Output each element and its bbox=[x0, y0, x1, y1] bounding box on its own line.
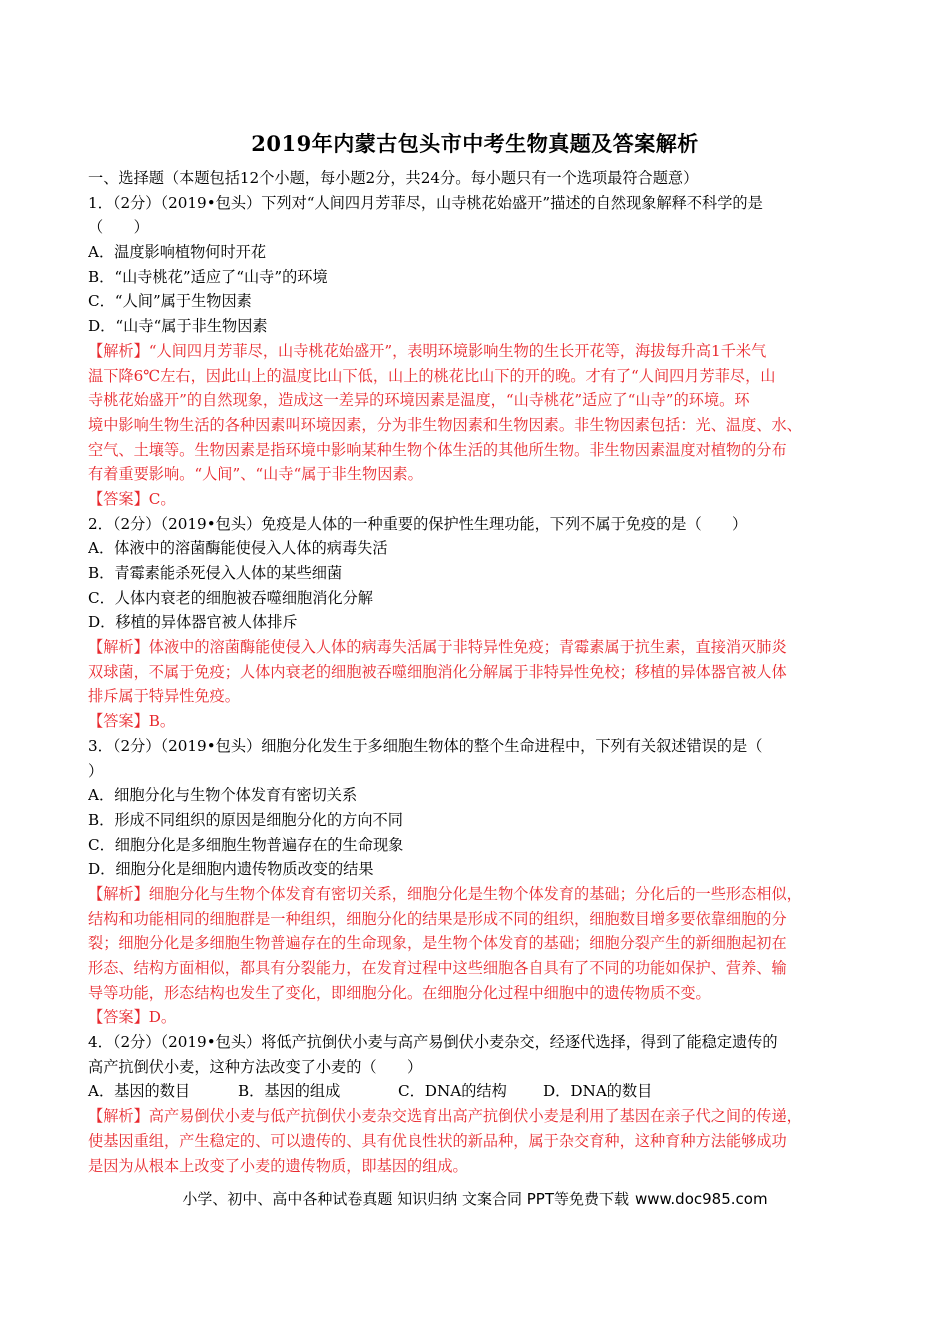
analysis-line: 双球菌，不属于免疫；人体内衰老的细胞被吞噬细胞消化分解属于非特异性免校；移植的异体器官被人体 bbox=[88, 662, 787, 681]
analysis-line: 导等功能，形态结构也发生了变化，即细胞分化。在细胞分化过程中细胞中的遗传物质不变。 bbox=[88, 983, 711, 1002]
option-d: D．“山寺“属于非生物因素 bbox=[88, 317, 268, 336]
options-row bbox=[88, 1079, 874, 1104]
analysis-block bbox=[88, 635, 874, 709]
analysis-line: 寺桃花始盛开”的自然现象，造成这一差异的环境因素是温度，“山寺桃花”适应了“山寺”的环境。环 bbox=[88, 391, 750, 410]
page-footer bbox=[0, 1188, 950, 1209]
question-1 bbox=[88, 191, 874, 512]
question-stem-line: 2．（2分）（2019•包头）免疫是人体的一种重要的保护性生理功能，下列不属于免疫的是（ ） bbox=[88, 514, 748, 533]
question-3 bbox=[88, 734, 874, 1030]
option-b: B．基因的组成 bbox=[238, 1082, 341, 1101]
option-b: B．青霉素能杀死侵入人体的某些细菌 bbox=[88, 564, 343, 582]
question-stem-line: ） bbox=[88, 761, 104, 780]
analysis-line: 【解析】高产易倒伏小麦与低产抗倒伏小麦杂交选育出高产抗倒伏小麦是利用了基因在亲子代之间的传递， bbox=[88, 1107, 802, 1126]
analysis-line: 结构和功能相同的细胞群是一种组织，细胞分化的结果是形成不同的组织，细胞数目增多要依靠细胞的分 bbox=[88, 909, 787, 928]
question-stem-line: 3．（2分）（2019•包头）细胞分化发生于多细胞生物体的整个生命进程中，下列有关叙述错误的是（ bbox=[88, 736, 763, 755]
analysis-line: 形态、结构方面相似，都具有分裂能力，在发育过程中这些细胞各自具有了不同的功能如保护、营养、输 bbox=[88, 959, 787, 977]
option-d: D．移植的异体器官被人体排斥 bbox=[88, 613, 298, 632]
analysis-line: 有着重要影响。“人间”、“山寺“属于非生物因素。 bbox=[88, 465, 423, 484]
page-title: 2019年内蒙古包头市中考生物真题及答案解析 bbox=[251, 131, 699, 156]
analysis-line: 【解析】细胞分化与生物个体发育有密切关系，细胞分化是生物个体发育的基础；分化后的一些形态相似， bbox=[88, 884, 802, 903]
option-d: D．DNA的数目 bbox=[543, 1082, 653, 1101]
analysis-line: 【解析】体液中的溶菌酶能使侵入人体的病毒失活属于非特异性免疫；青霉素属于抗生素，直接消灭肺炎 bbox=[88, 638, 787, 657]
analysis-line: 排斥属于特异性免疫。 bbox=[88, 687, 240, 706]
option-a: A．细胞分化与生物个体发育有密切关系 bbox=[88, 786, 358, 805]
section-header: 一、选择题（本题包括12个小题，每小题2分，共24分。每小题只有一个选项最符合题意） bbox=[88, 169, 699, 187]
question-2 bbox=[88, 512, 874, 734]
analysis-line: 【解析】“人间四月芳菲尽，山寺桃花始盛开”，表明环境影响生物的生长开花等，海拔每升高1千米气 bbox=[88, 341, 767, 360]
question-stem-line: 1．（2分）（2019•包头）下列对“人间四月芳菲尽，山寺桃花始盛开”描述的自然现象解释不科学的是 bbox=[88, 193, 763, 212]
option-a: A．体液中的溶菌酶能使侵入人体的病毒失活 bbox=[88, 539, 388, 558]
analysis-line: 裂；细胞分化是多细胞生物普遍存在的生命现象，是生物个体发育的基础；细胞分裂产生的新细胞起初在 bbox=[88, 934, 787, 953]
option-a: A．温度影响植物何时开花 bbox=[88, 243, 267, 262]
analysis-line: 使基因重组，产生稳定的、可以遗传的、具有优良性状的新品种，属于杂交育种，这种育种方法能够成功 bbox=[88, 1131, 787, 1150]
answer-line: 【答案】C。 bbox=[88, 489, 176, 508]
analysis-block bbox=[88, 339, 874, 487]
analysis-line: 温下降6℃左右，因此山上的温度比山下低，山上的桃花比山下的开的晚。才有了“人间四月芳菲尽，山 bbox=[88, 366, 776, 385]
question-stem-line: 4．（2分）（2019•包头）将低产抗倒伏小麦与高产易倒伏小麦杂交，经逐代选择，得到了能稳定遗传的 bbox=[88, 1033, 778, 1052]
answer-line: 【答案】B。 bbox=[88, 712, 176, 731]
question-stem-line: 高产抗倒伏小麦，这种方法改变了小麦的（ ） bbox=[88, 1057, 423, 1076]
analysis-line: 空气、土壤等。生物因素是指环境中影响某种生物个体生活的其他所生物。非生物因素温度对植物的分布 bbox=[88, 440, 787, 459]
analysis-block bbox=[88, 1104, 874, 1178]
option-c: C．“人间”属于生物因素 bbox=[88, 292, 252, 311]
option-c: C．细胞分化是多细胞生物普遍存在的生命现象 bbox=[88, 835, 404, 854]
analysis-line: 是因为从根本上改变了小麦的遗传物质，即基因的组成。 bbox=[88, 1156, 468, 1175]
answer-line: 【答案】D。 bbox=[88, 1008, 177, 1027]
option-c: C．人体内衰老的细胞被吞噬细胞消化分解 bbox=[88, 588, 373, 607]
option-b: B．“山寺桃花”适应了“山寺”的环境 bbox=[88, 267, 328, 286]
analysis-line: 境中影响生物生活的各种因素叫环境因素，分为非生物因素和生物因素。非生物因素包括：光、温度、水、 bbox=[88, 415, 802, 434]
footer-text: 小学、初中、高中各种试卷真题 知识归纳 文案合同 PPT等免费下载 bbox=[182, 1190, 629, 1208]
option-c: C．DNA的结构 bbox=[398, 1082, 507, 1101]
option-b: B．形成不同组织的原因是细胞分化的方向不同 bbox=[88, 810, 403, 829]
option-a: A．基因的数目 bbox=[88, 1082, 191, 1101]
analysis-block bbox=[88, 882, 874, 1005]
question-stem-line: （ ） bbox=[88, 218, 149, 237]
option-d: D．细胞分化是细胞内遗传物质改变的结果 bbox=[88, 860, 374, 879]
question-4 bbox=[88, 1030, 874, 1178]
footer-link[interactable]: www.doc985.com bbox=[634, 1190, 768, 1208]
document-body bbox=[88, 166, 874, 1178]
